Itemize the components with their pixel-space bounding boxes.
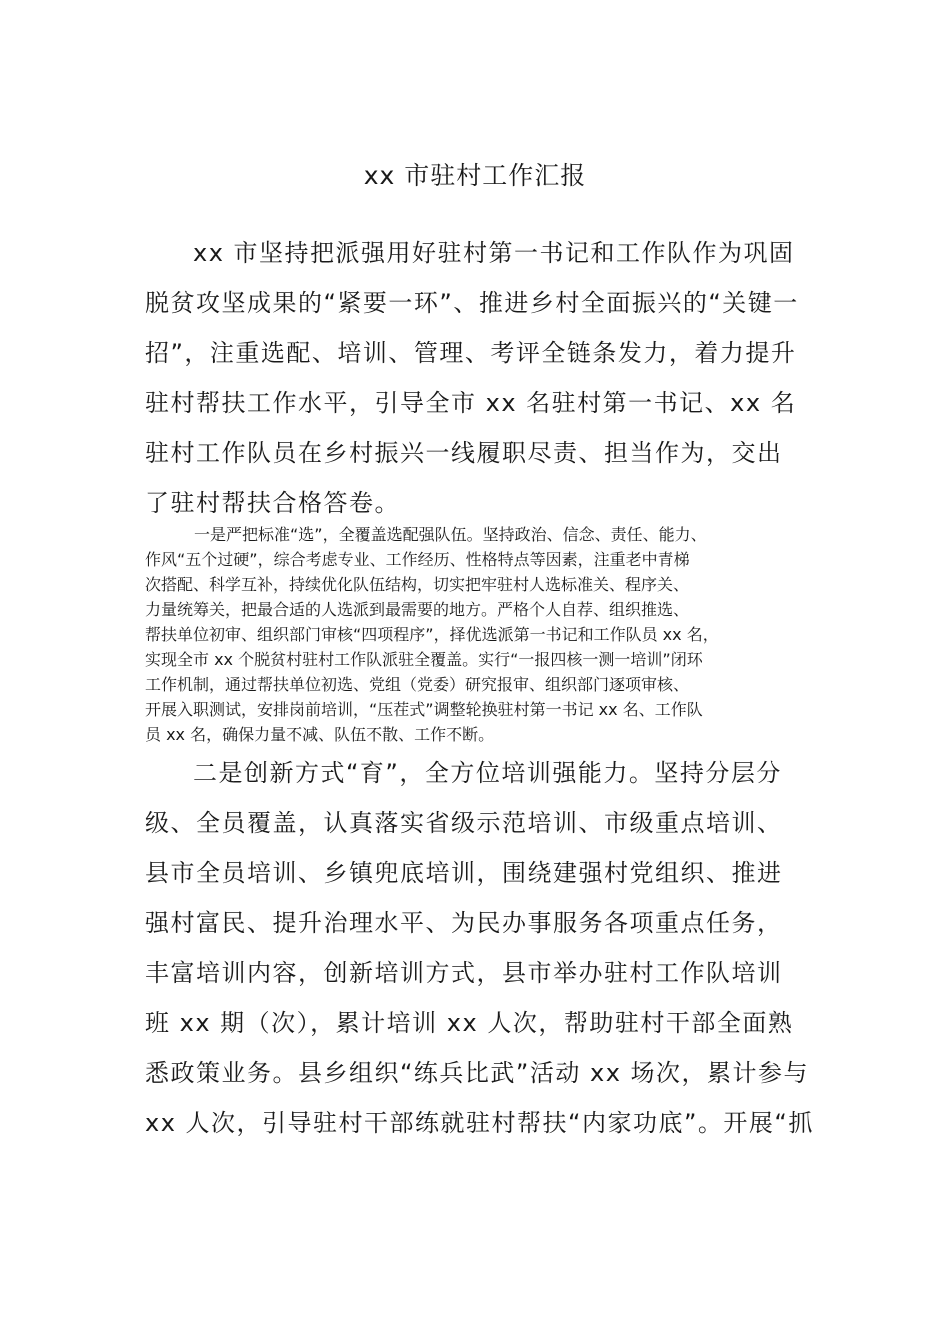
- paragraph-line: 员 xx 名，确保力量不减、队伍不散、工作不断。: [145, 725, 495, 744]
- paragraph-line: 了驻村帮扶合格答卷。: [145, 489, 400, 517]
- paragraph-line: 强村富民、提升治理水平、为民办事服务各项重点任务，: [145, 909, 783, 937]
- paragraph-line: 工作机制，通过帮扶单位初选、党组（党委）研究报审、组织部门逐项审核、: [145, 675, 690, 694]
- paragraph-line: 脱贫攻坚成果的“紧要一环”、推进乡村全面振兴的“关键一: [145, 289, 799, 317]
- paragraph-line: xx 市坚持把派强用好驻村第一书记和工作队作为巩固: [193, 239, 795, 267]
- paragraph-line: 帮扶单位初审、组织部门审核“四项程序”，择优选派第一书记和工作队员 xx 名，: [145, 625, 719, 644]
- paragraph-line: 二是创新方式“育”，全方位培训强能力。坚持分层分: [193, 759, 782, 787]
- paragraph-line: 招”，注重选配、培训、管理、考评全链条发力，着力提升: [145, 339, 797, 367]
- paragraph-training: [145, 748, 825, 1148]
- paragraph-selection: [145, 522, 825, 747]
- paragraph-line: 驻村帮扶工作水平，引导全市 xx 名驻村第一书记、xx 名: [145, 389, 797, 417]
- document-title: xx 市驻村工作汇报: [363, 161, 587, 190]
- paragraph-line: 次搭配、科学互补，持续优化队伍结构，切实把牢驻村人选标准关、程序关、: [145, 575, 690, 594]
- paragraph-line: 丰富培训内容，创新培训方式，县市举办驻村工作队培训: [145, 959, 783, 987]
- paragraph-line: 作风“五个过硬”，综合考虑专业、工作经历、性格特点等因素，注重老中青梯: [145, 550, 690, 569]
- paragraph-line: 力量统筹关，把最合适的人选派到最需要的地方。严格个人自荐、组织推选、: [145, 600, 690, 619]
- paragraph-line: 驻村工作队员在乡村振兴一线履职尽责、担当作为，交出: [145, 439, 783, 467]
- paragraph-line: 县市全员培训、乡镇兜底培训，围绕建强村党组织、推进: [145, 859, 783, 887]
- paragraph-line: 开展入职测试，安排岗前培训，“压茬式”调整轮换驻村第一书记 xx 名、工作队: [145, 700, 703, 719]
- paragraph-line: 一是严把标准“选”，全覆盖选配强队伍。坚持政治、信念、责任、能力、: [194, 525, 707, 544]
- paragraph-line: 班 xx 期（次），累计培训 xx 人次，帮助驻村干部全面熟: [145, 1009, 794, 1037]
- paragraph-line: 实现全市 xx 个脱贫村驻村工作队派驻全覆盖。实行“一报四核一测一培训”闭环: [145, 650, 703, 669]
- paragraph-intro: [145, 228, 825, 528]
- paragraph-line: 级、全员覆盖，认真落实省级示范培训、市级重点培训、: [145, 809, 783, 837]
- paragraph-line: xx 人次，引导驻村干部练就驻村帮扶“内家功底”。开展“抓: [145, 1109, 814, 1137]
- paragraph-line: 悉政策业务。县乡组织“练兵比武”活动 xx 场次，累计参与: [145, 1059, 810, 1087]
